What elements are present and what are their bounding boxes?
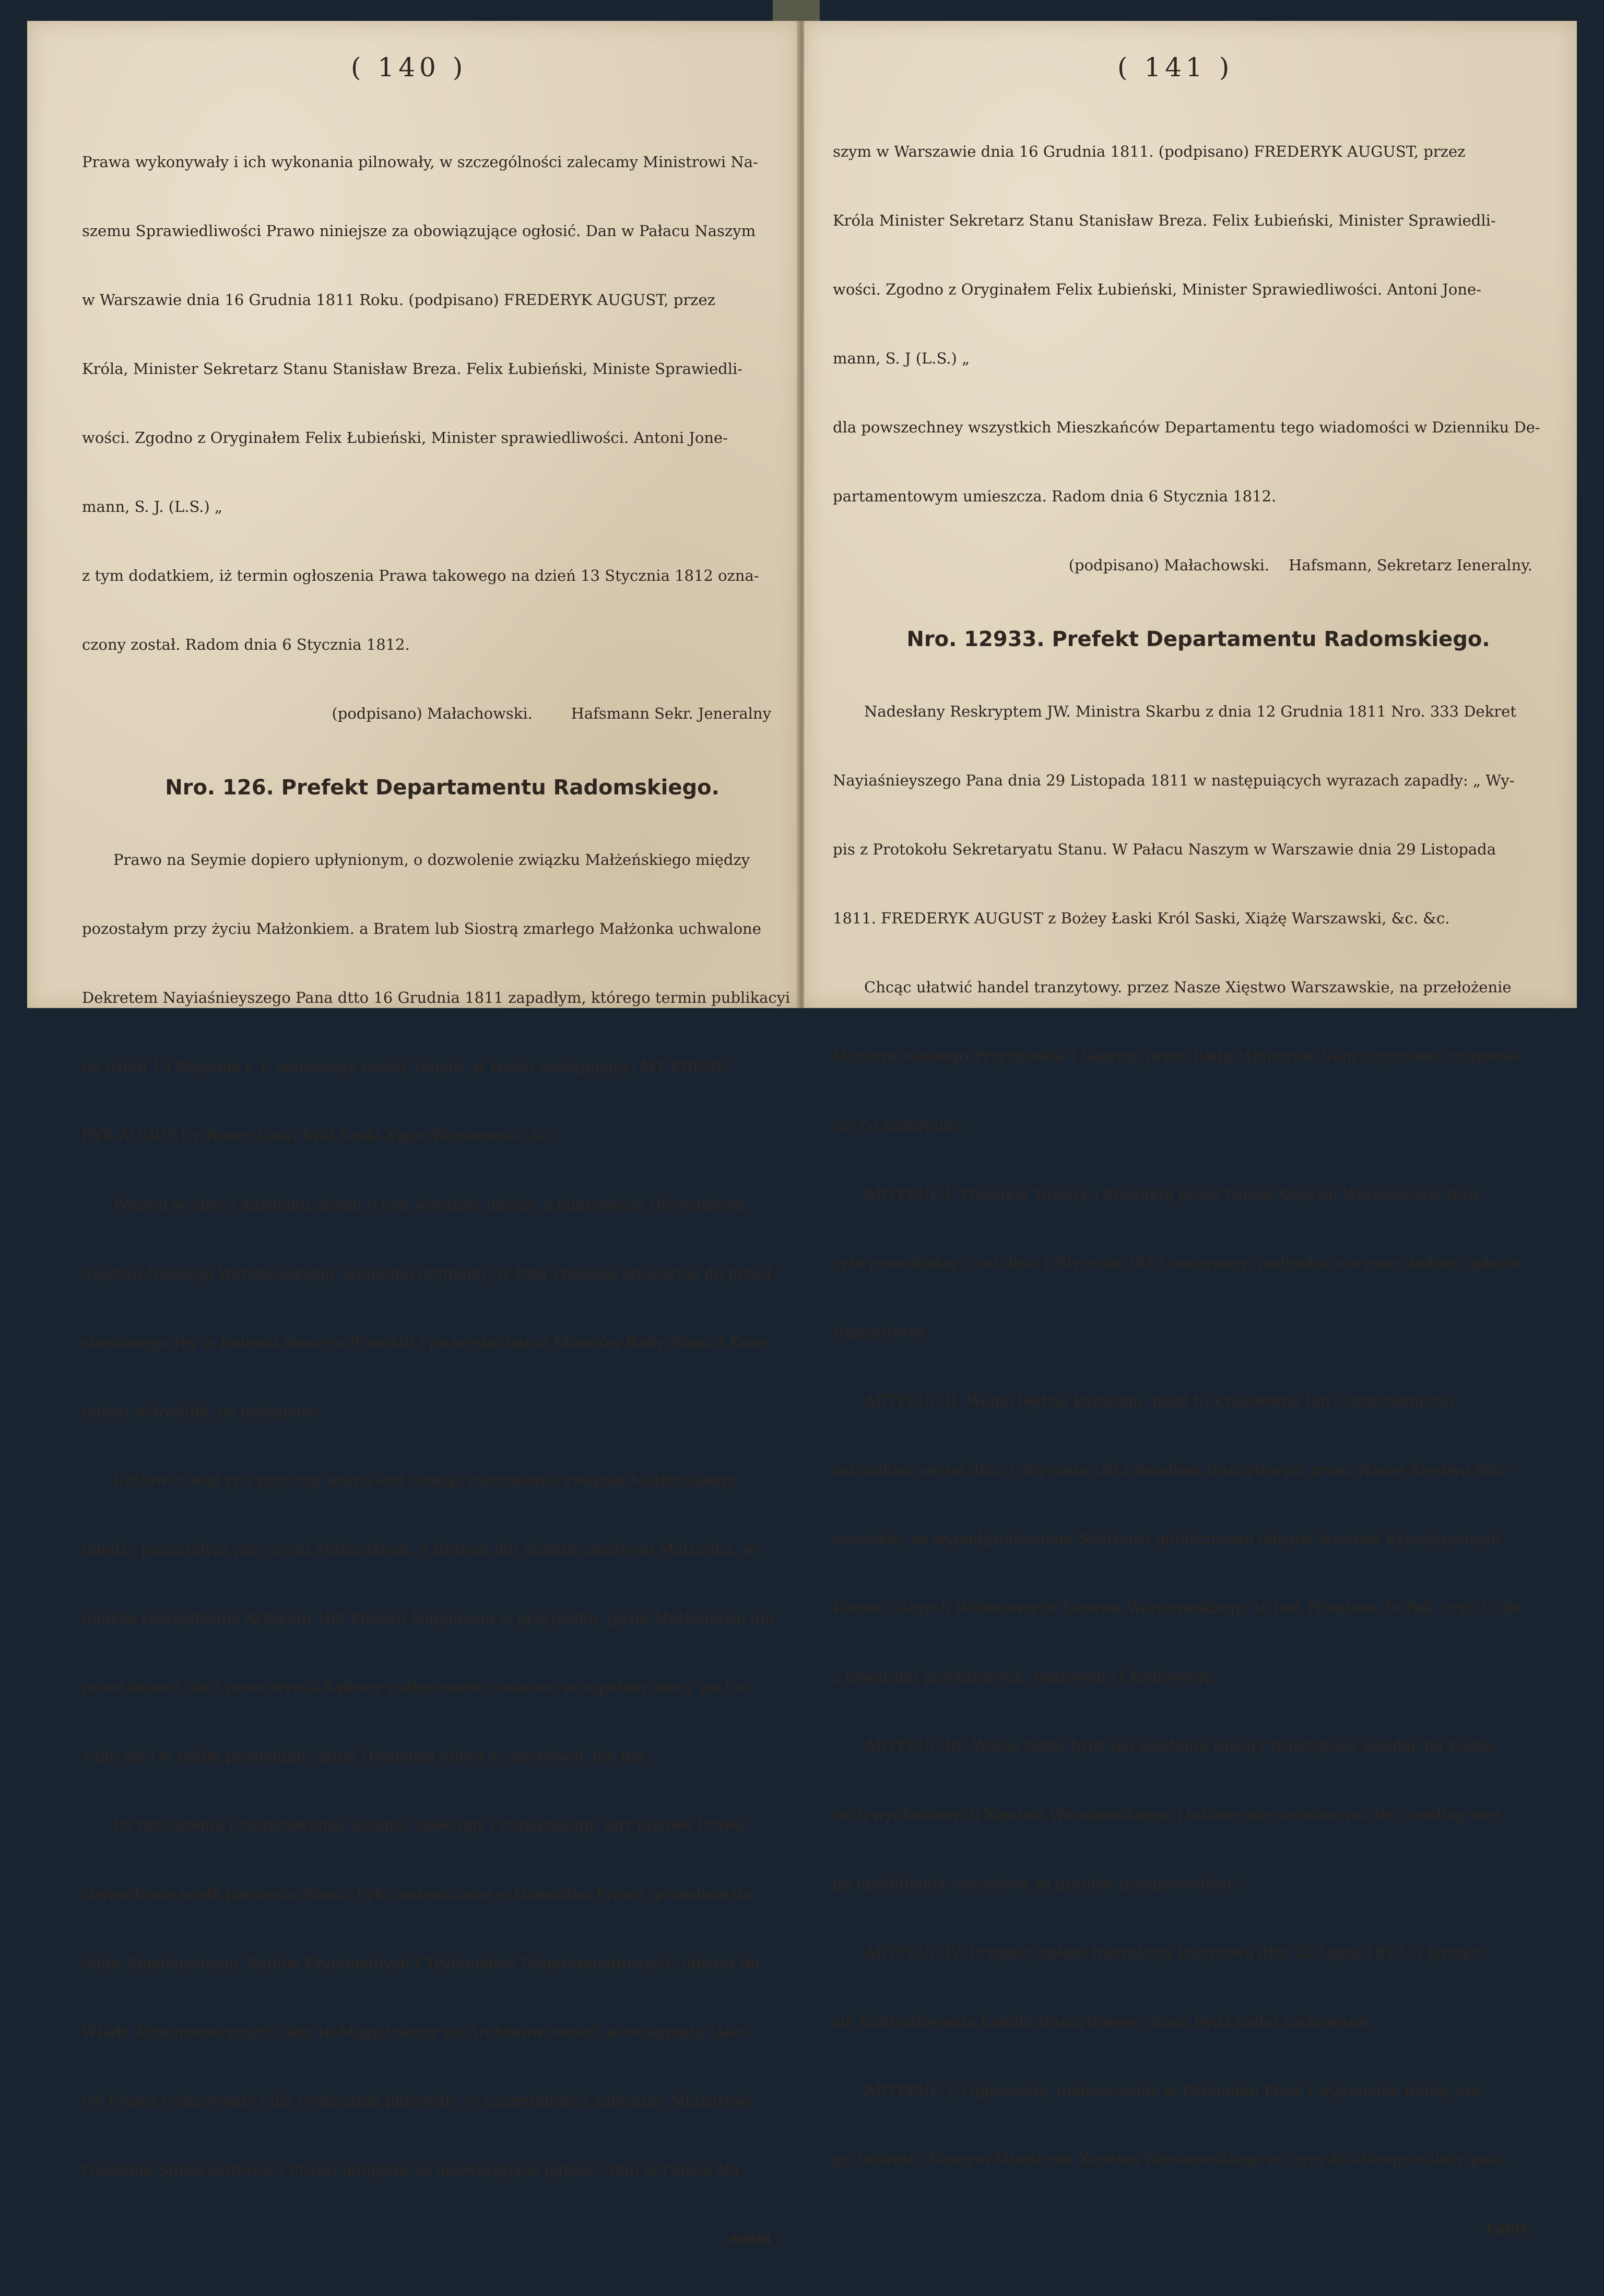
catchword: szem [729,2230,771,2247]
text-line: pis z Protokołu Sekretaryatu Stanu. W Pałacu Naszym w Warszawie dnia 29 Listopada [833,840,1496,858]
text-line: Wszem w obec i każdemu, komu o tym wiedzieć należy, a mianowicie Obywatelom [113,1196,745,1213]
text-line: z tym dodatkiem, iż termin ogłoszenia Prawa takowego na dzień 13 Stycznia 1812 ozna- [82,567,759,584]
text-line: stawionego Jey w Imieniu Naszym Proiektu i po wysłuchaniu Mowców Rady Stanu i Kom- [82,1333,769,1351]
text-line: RYK AUGUST z Bożey Łaski Król Saski Xiąże Warszawski, &c. [82,1127,558,1144]
text-line: szemu Sprawiedliwości Prawo niniejsze za obowiązujące ogłosić. Dan w Pałacu Naszym [82,222,756,240]
text-line: szawskie, za wynadgrodzeniem Skarbowi publicznemu iedynie kosztów Expedycyinych [833,1530,1501,1548]
text-line: Dekretem Nayiaśnieyszego Pana dtto 16 Grudnia 1811 zapadłym, którego termin publikacyi [82,989,791,1006]
text-line: szym w Warszawie dnia 16 Grudnia 1811. (podpisano) FREDERYK AUGUST, przez [833,143,1466,160]
text-line: czony został. Radom dnia 6 Stycznia 1812. [82,636,410,653]
text-line: dla powszechney wszystkich Mieszkańców Departamentu tego wiadomości w Dzienniku De- [833,418,1540,436]
text-line: na dzień 13 Stycznia r. t. oznaczony został, obięte, w treści następujący: MY FREDE- [82,1058,733,1075]
text-line: tranzytowey [833,1323,927,1341]
text-line: rach wychodowych Xięstwa Warszawskiego, i takowe nie na ieden raz lecz według swe [833,1806,1501,1823]
text-line: Po rozważeniu przedstawienia Senatu, zalecamy i rozkazuiemy, aby takowe Prawo [113,1816,746,1834]
text-line: stwierdzone wielk pieczęcią Stanu, było umieszczone w Dzienniku Prawa, przesłane do [82,1885,752,1903]
text-line: między pozostałym przy życiu Małżonkiem, a Bratem lub Siostrą zmarłego Małżonka, ie- [82,1540,762,1558]
text-line: ARTYKUŁ II. Wolno będzie każdemu, bądź to Kraiowemu lub Cudzoziemcowi [864,1392,1455,1410]
text-line: Króla, Minister Sekretarz Stanu Stanisław Breza. Felix Łubieński, Ministe Sprawiedli- [82,360,743,378]
right-text-column [833,94,1564,2286]
text-line: wuie się i w takim przypadku żadna Dyspensa mieys a znaydować nie ma. [82,1747,649,1765]
text-line: Króla Minister Sekretarz Stanu Stanisław Breza. Felix Łubieński, Minister Sprawiedli- [833,212,1496,229]
text-line: 1811. FREDERYK AUGUST z Bożey Łaski Król Saski, Xiążę Warszawski, &c. &c. [833,909,1450,927]
text-line: Chcąc ułatwić handel tranzytowy. przez Nasze Xięstwo Warszawskie, na przełożenie [864,978,1512,996]
text-line: Władz Administracyinych, aby te Magistratury do Archiwów swoich ie wciągnęły, tako- [82,2023,749,2041]
text-line: missyi uchwaliła, co następuie: [82,1402,321,1420]
text-line: Naszomu Sprawiedliwości Prawo niniejsze za obowiązujące ogłosić. Dan w Pałacu Na- [82,2161,745,2178]
text-line: go Dekretu, Naszym Ministrom Xięstwa Warszawskiego w czym do którego należy pole- [833,2150,1508,2168]
text-line: dnakże rozrządzenie Artykułu 162 Kodexu Napoleona w przypadku, gdzie Małżeństwo nie [82,1609,774,1627]
page-number: ( 141 ) [1117,52,1234,83]
left-page [27,21,799,2247]
text-line: Królowi z waż ych przy zyn wolno iest usunąć zabronienie związku Małżeńskiego [113,1471,736,1489]
signature-line: (podpisano) Małachowski. Hafsmann Sekr. Jeneralny [332,705,771,722]
text-line: zatrudniać się od dnia 1 Stycznia 1812 handlem tranzytowym przez Nasze Xięstwo War- [833,1461,1511,1479]
text-line: przez śmierć, lecz przez wyrok Sądowy rozłączonem zostanie, w zupełney mocy zacho- [82,1678,749,1696]
text-line: się Kontrollowania handlu tranzytowego, maią bydź nadal zachowane. [833,2012,1373,2030]
text-line: ARTYKUŁ IV. Przepisy obięte Instrukcyą trazytową dtto 23 Lipca 1810, a tyczące [864,1943,1485,1961]
text-line: Prawo na Seymie dopiero upłynionym, o dozwolenie związku Małżeńskiego między [113,851,750,869]
text-line: Xięstwa Naszego Warszawskizgo. wiadomo czyniemy, iż Izba Poselska stosownie do przed- [82,1264,777,1282]
text-line: zyto przechodzą c, od dnia 1 Stycznia 1812 zacząwszy, podpadać nie maią żadney opłacie [833,1254,1521,1272]
right-page [804,21,1577,2236]
text-line: my co następuie: [833,1116,963,1134]
text-line: Prawa wykonywały i ich wykonania pilnowały, w szczególności zalecamy Ministrowi Na- [82,153,758,171]
text-line: Komor Celnych Wchodowych Xięstwa Warszawskiego, to iest Plombow do Pak, czyli Colis [833,1599,1520,1616]
catchword: camy. [1487,2219,1532,2236]
text-line: w Warszawie dnia 16 Grudnia 1811 Roku. (podpisano) FREDERYK AUGUST, przez [82,291,715,309]
text-line: ARTYKUŁ I. Wszelkie Towary i Produkta przez Nasze Xięstwo Warszawskie tran- [864,1185,1484,1203]
text-line: we Prawa wykonywały i ich wykonania pilnowały, w szczególności zalecamy Ministrowi [82,2092,753,2110]
signature-line: (podpisano) Małachowski. Hafsmann, Sekretarz Ieneralny. [1068,556,1532,574]
text-line: partamentowym umieszcza. Radom dnia 6 Stycznia 1812. [833,487,1277,505]
text-line: Sądu Appelacyinego, Sądów Kryminalnych i Trybunałów Departamentowych, tudzież do [82,1954,760,1972]
text-line: ARTYKUŁ V, Ogłoszenie, umieszczenie w Dzienniku Praw i wykonanie niniey sze- [864,2081,1487,2099]
section-heading: Nro. 12933. Prefekt Departamentu Radomskiego. [906,627,1490,651]
text-line: Ministra Naszego Przychodów i Skarbu, przez Radę Ministrów Nam uczynione, stanowie- [833,1047,1522,1065]
text-line: mann, S. J (L.S.) „ [833,349,970,367]
text-line: ARTYKUŁ III. Wolno także bydź ma każdemu towary tranzytowe składać na Komo- [864,1737,1497,1754]
text-line: wości. Zgodno z Oryginałem Felix Łubieński, Minister sprawiedliwości. Antoni Jone- [82,429,728,447]
section-heading: Nro. 126. Prefekt Departamentu Radomskiego. [165,776,720,800]
text-line: mann, S. J. (L.S.) „ [82,498,223,516]
text-line: go upodobania succesiwe za granice przeprowadzać. [833,1875,1241,1892]
page-number: ( 140 ) [351,52,467,83]
text-line: pozostałym przy życiu Małżonkiem. a Bratem lub Siostrą zmarłego Małżonka uchwalone [82,920,761,938]
text-line: Nadesłany Reskryptem JW. Ministra Skarbu z dnia 12 Grudnia 1811 Nro. 333 Dekret [864,702,1516,720]
text-line: wości. Zgodno z Oryginałem Felix Łubieński, Minister Sprawiedliwości. Antoni Jone- [833,280,1481,298]
left-text-column [82,104,803,2296]
binding-tab [773,0,820,21]
text-line: Nayiaśnieyszego Pana dnia 29 Listopada 1811 w następuiących wyrazach zapadły: „ Wy- [833,771,1515,789]
text-line: z towarami przyłożonych, wagowego i kwitowego. [833,1668,1218,1685]
